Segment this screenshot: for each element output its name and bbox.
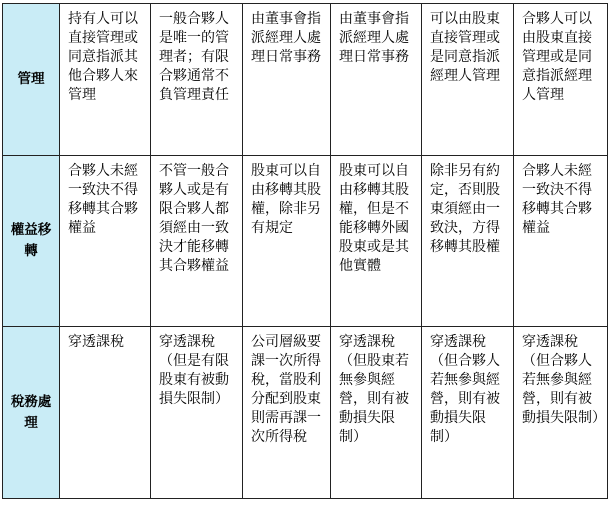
table-cell: 除非另有約定，否則股東須經由一致決，方得移轉其股權 xyxy=(422,156,514,327)
table-cell: 穿透課稅（但股東若無參與經營，則有被動損失限制） xyxy=(331,327,422,499)
table-row xyxy=(3,327,608,499)
table-row xyxy=(3,156,608,327)
table-cell: 股東可以自由移轉其股權，除非另有規定 xyxy=(243,156,331,327)
table-cell: 可以由股東直接管理或是同意指派經理人管理 xyxy=(422,4,514,156)
table-row xyxy=(3,4,608,156)
table-cell: 穿透課稅（但合夥人若無參與經營，則有被動損失限制） xyxy=(422,327,514,499)
table-cell: 合夥人未經一致決不得移轉其合夥權益 xyxy=(514,156,608,327)
table-cell: 一般合夥人是唯一的管理者；有限合夥通常不負管理責任 xyxy=(151,4,243,156)
table-cell: 穿透課稅（但合夥人若無參與經營，則有被動損失限制） xyxy=(514,327,608,499)
row-header-equity-transfer: 權益移轉 xyxy=(3,156,60,327)
table-cell: 穿透課稅（但是有限股東有被動損失限制） xyxy=(151,327,243,499)
table-cell: 由董事會指派經理人處理日常事務 xyxy=(331,4,422,156)
table-cell: 不管一般合夥人或是有限合夥人都須經由一致決才能移轉其合夥權益 xyxy=(151,156,243,327)
table-cell: 穿透課稅 xyxy=(60,327,151,499)
table-cell: 由董事會指派經理人處理日常事務 xyxy=(243,4,331,156)
row-header-tax-treatment: 稅務處理 xyxy=(3,327,60,499)
row-header-management: 管理 xyxy=(3,4,60,156)
table-cell: 持有人可以直接管理或同意指派其他合夥人來管理 xyxy=(60,4,151,156)
table-cell: 股東可以自由移轉其股權，但是不能移轉外國股東或是其他實體 xyxy=(331,156,422,327)
table-cell: 公司層級要課一次所得稅，當股利分配到股東則需再課一次所得稅 xyxy=(243,327,331,499)
table-cell: 合夥人未經一致決不得移轉其合夥權益 xyxy=(60,156,151,327)
comparison-table xyxy=(2,3,608,499)
table-cell: 合夥人可以由股東直接管理或是同意指派經理人管理 xyxy=(514,4,608,156)
